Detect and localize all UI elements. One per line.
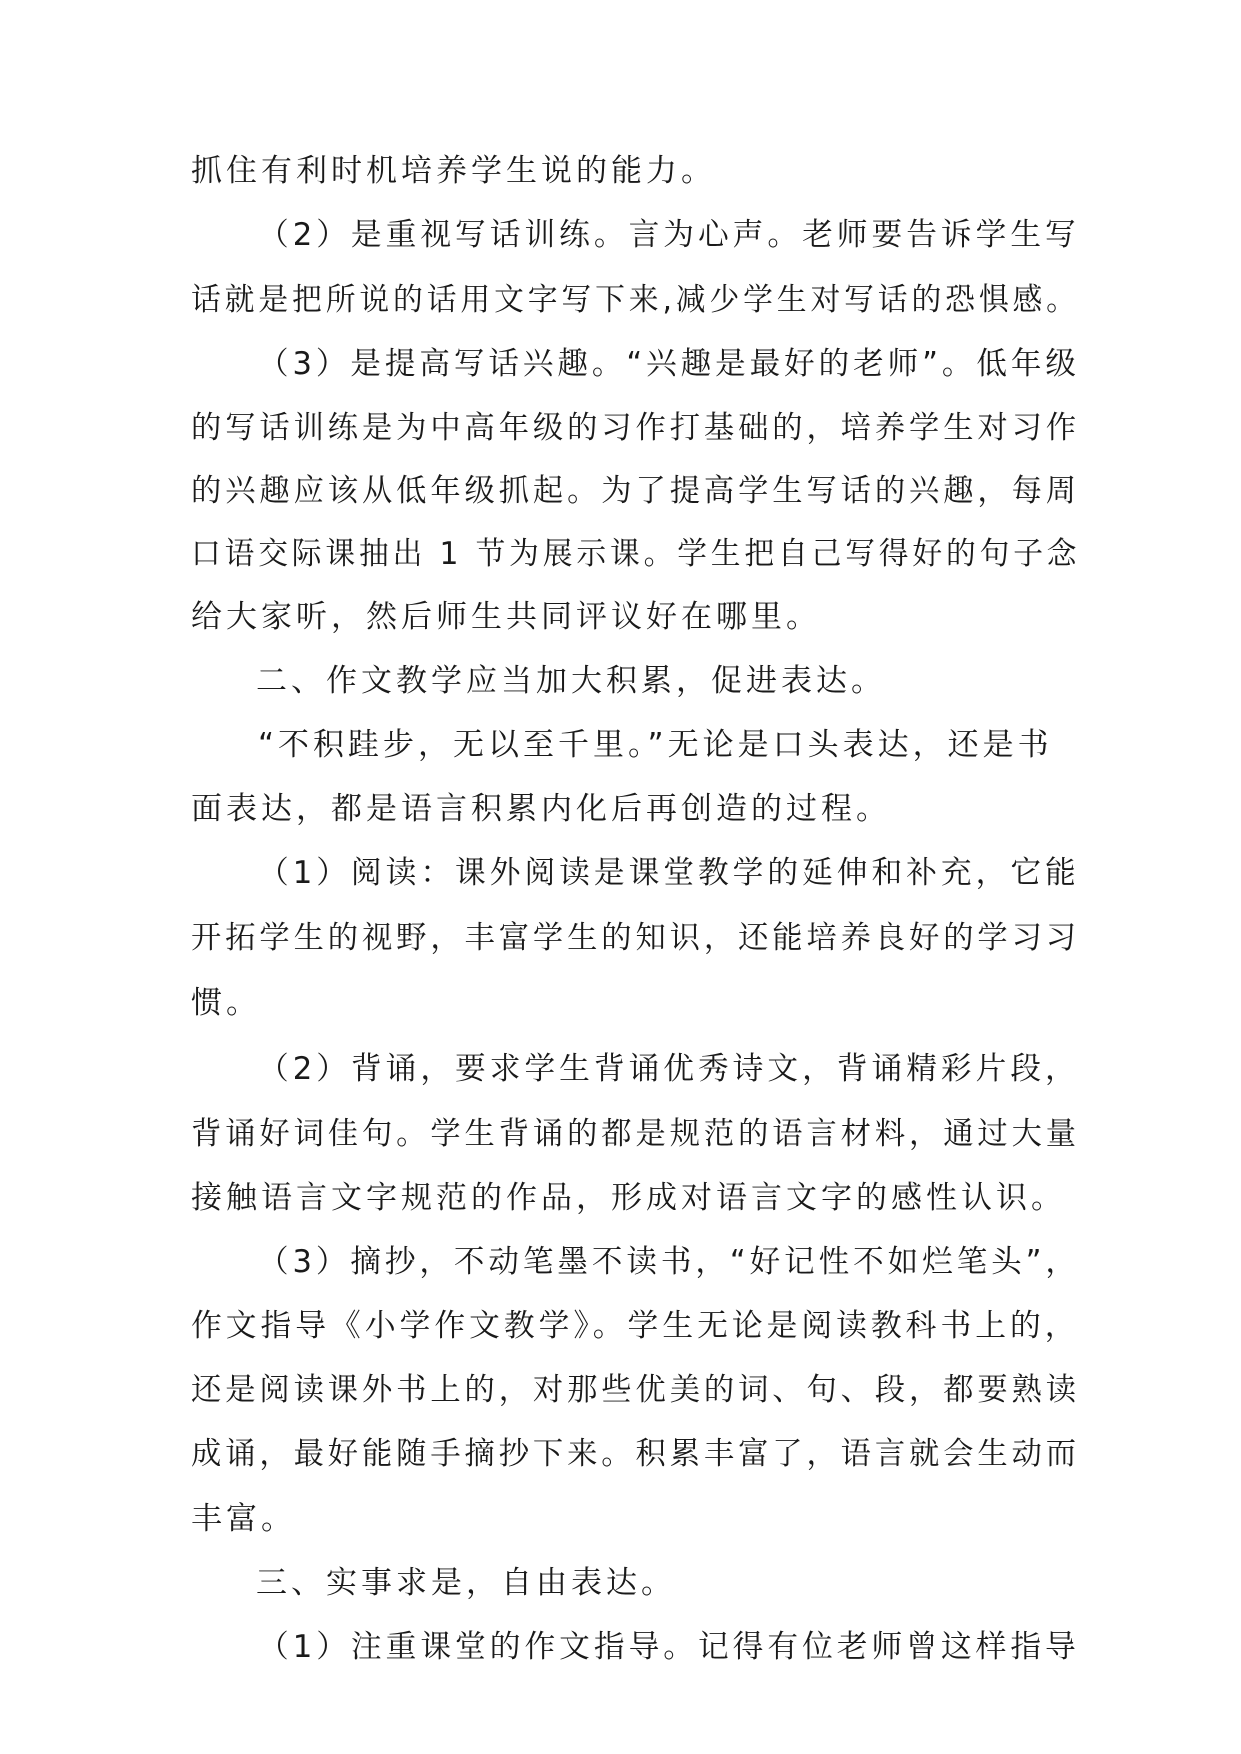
text-line: （1）阅读：课外阅读是课堂教学的延伸和补充，它能	[258, 855, 1080, 891]
text-line: 口语交际课抽出 1 节为展示课。学生把自己写得好的句子念	[191, 536, 1081, 572]
section-heading: 二、作文教学应当加大积累，促进表达。	[256, 663, 886, 699]
text-line: （2）是重视写话训练。言为心声。老师要告诉学生写	[258, 217, 1080, 253]
text-line: 背诵好词佳句。学生背诵的都是规范的语言材料，通过大量	[191, 1116, 1080, 1152]
text-line: 接触语言文字规范的作品，形成对语言文字的感性认识。	[191, 1180, 1066, 1216]
text-line: 作文指导《小学作文教学》。学生无论是阅读教科书上的，	[191, 1308, 1080, 1344]
text-line: 成诵，最好能随手摘抄下来。积累丰富了，语言就会生动而	[191, 1436, 1080, 1472]
text-line: （2）背诵，要求学生背诵优秀诗文，背诵精彩片段，	[258, 1051, 1080, 1087]
text-line: 的兴趣应该从低年级抓起。为了提高学生写话的兴趣，每周	[191, 473, 1080, 509]
text-line: 丰富。	[191, 1501, 296, 1537]
text-line: 面表达，都是语言积累内化后再创造的过程。	[191, 791, 891, 827]
text-line: 的写话训练是为中高年级的习作打基础的，培养学生对习作	[191, 410, 1080, 446]
text-line: 抓住有利时机培养学生说的能力。	[191, 153, 716, 189]
text-line: 话就是把所说的话用文字写下来,减少学生对写话的恐惧感。	[191, 282, 1080, 318]
text-line: 惯。	[191, 985, 261, 1021]
section-heading: 三、实事求是，自由表达。	[256, 1565, 676, 1601]
text-line: （1）注重课堂的作文指导。记得有位老师曾这样指导	[258, 1629, 1080, 1665]
text-line: （3）是提高写话兴趣。“兴趣是最好的老师”。低年级	[258, 346, 1080, 382]
text-line: 还是阅读课外书上的，对那些优美的词、句、段，都要熟读	[191, 1372, 1080, 1408]
text-line: 开拓学生的视野，丰富学生的知识，还能培养良好的学习习	[191, 920, 1080, 956]
text-line: （3）摘抄，不动笔墨不读书，“好记性不如烂笔头”，	[258, 1244, 1080, 1280]
text-line: “不积跬步，无以至千里。”无论是口头表达，还是书	[258, 727, 1053, 763]
text-line: 给大家听，然后师生共同评议好在哪里。	[191, 599, 821, 635]
